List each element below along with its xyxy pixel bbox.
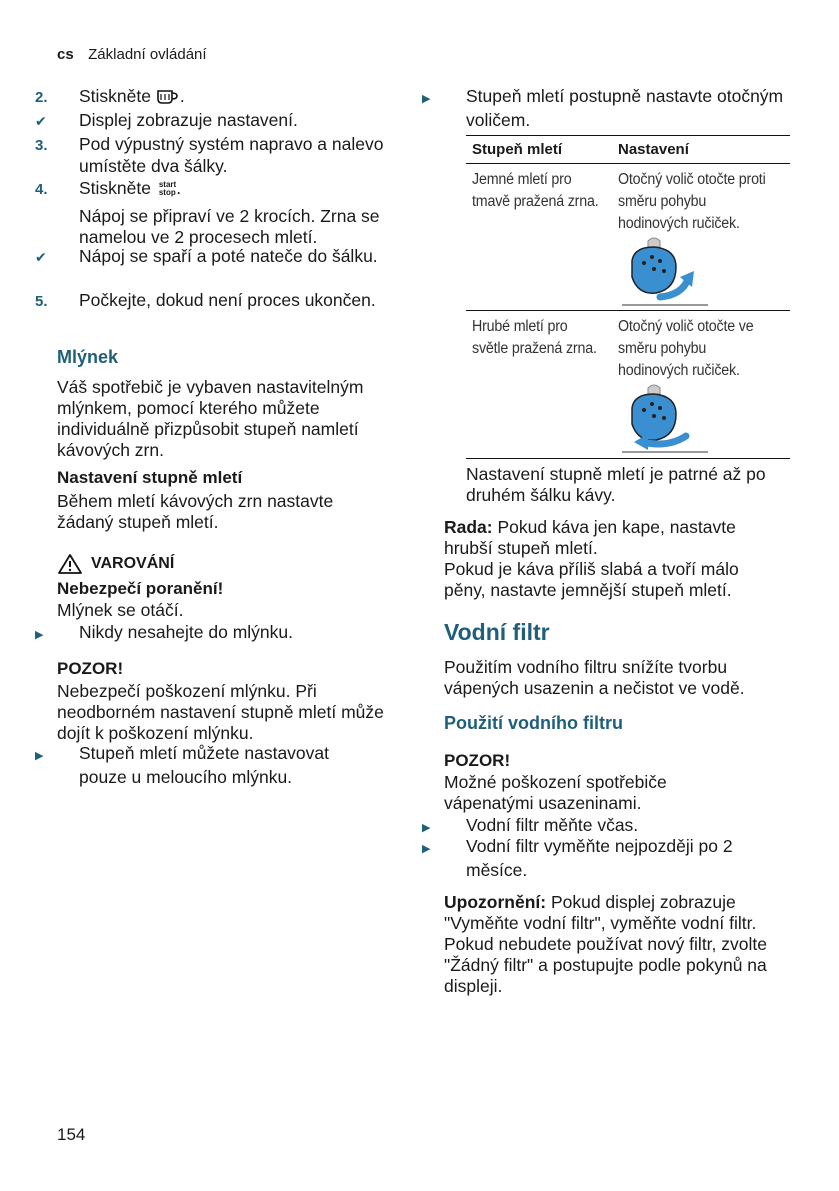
step-4-note: Nápoj se připraví ve 2 krocích. Zrna se namelou ve 2 procesech mletí. — [79, 206, 380, 247]
warning-icon — [57, 553, 83, 575]
warning-title: Nebezpečí poranění! — [57, 579, 224, 598]
bullet-icon: ▶ — [35, 750, 44, 762]
table-col-setting: Nastavení — [618, 141, 689, 158]
bullet-icon: ▶ — [422, 93, 431, 105]
rada-block: Rada: Pokud káva jen kape, nastavte hrubší stupeň mletí. Pokud je káva příliš slabá a tvoří málo pěny, nastavte jemnější stupeň mletí. — [444, 517, 739, 600]
warning-label: VAROVÁNÍ — [91, 555, 175, 572]
heading-mlynek: Mlýnek — [57, 347, 119, 367]
pozor-label: POZOR! — [57, 659, 124, 678]
pozor-bullet-2: ▶ Vodní filtr vyměňte nejpozději po 2 měsíce. — [422, 836, 733, 880]
page-header — [57, 46, 207, 64]
step-check-2: ✔ Nápoj se spaří a poté nateče do šálku. — [35, 246, 378, 266]
pozor-bullet-1: ▶ Vodní filtr měňte včas. — [444, 815, 794, 839]
step-3: 3. Pod výpustný systém napravo a nalevo umístěte dva šálky. — [35, 134, 384, 176]
language-code: cs — [57, 46, 74, 63]
pozor-bullet: ▶ Stupeň mletí můžete nastavovat pouze u meloucího mlýnku. — [35, 743, 329, 787]
pozor-text: Nebezpečí poškození mlýnku. Při neodborném nastavení stupně mletí může dojít k poškození mlýnku. — [57, 681, 384, 743]
pozor-text-right: Možné poškození spotřebiče vápenatými usazeninami. — [444, 772, 667, 813]
step-check-1: ✔ Displej zobrazuje nastavení. — [35, 110, 298, 130]
mlynek-text: Váš spotřebič je vybaven nastavitelným mlýnkem, pomocí kterého můžete individuálně přizpůsobit stupeň namletí kávových zrn. — [57, 377, 364, 460]
bullet-icon: ▶ — [35, 629, 44, 641]
heading-nastaveni: Nastavení stupně mletí — [57, 468, 243, 487]
dial-clockwise-icon — [620, 384, 710, 456]
warning-block — [57, 553, 174, 575]
intro-bullet: ▶ Stupeň mletí postupně nastavte otočným voličem. — [422, 86, 784, 130]
step-2: 2. Stiskněte . — [35, 86, 185, 106]
after-table-text: Nastavení stupně mletí je patrné až po druhém šálku kávy. — [466, 464, 766, 505]
heading-pouziti: Použití vodního filtru — [444, 713, 623, 733]
cup-icon — [156, 88, 180, 106]
grind-table — [466, 135, 790, 459]
pozor-label-right: POZOR! — [444, 751, 511, 770]
table-row: Jemné mletí pro tmavě pražená zrna. Otočný volič otočte proti směru pohybu hodinových ručiček. — [466, 164, 790, 311]
table-header — [466, 135, 790, 164]
page-number: 154 — [57, 1125, 86, 1144]
bullet-icon: ▶ — [422, 822, 431, 834]
step-5: 5. Počkejte, dokud není proces ukončen. — [35, 290, 376, 310]
dial-counterclockwise-icon — [620, 237, 710, 309]
bullet-icon: ▶ — [422, 843, 431, 855]
table-col-grind: Stupeň mletí — [472, 141, 563, 158]
upozorneni-block: Upozornění: Pokud displej zobrazuje "Vyměňte vodní filtr", vyměňte vodní filtr. Pokud nebudete používat nový filtr, zvolte "Žádný filtr" a postupujte podle pokynů na displeji. — [444, 892, 767, 996]
warning-bullet: ▶ Nikdy nesahejte do mlýnku. — [57, 622, 407, 646]
start-stop-icon: start stop — [158, 180, 177, 198]
heading-vodni-filtr: Vodní filtr — [444, 619, 550, 645]
vodni-text: Použitím vodního filtru snížíte tvorbu vápených usazenin a nečistot ve vodě. — [444, 657, 745, 698]
section-title: Základní ovládání — [88, 46, 207, 63]
step-4: 4. Stiskněte start stop . — [35, 178, 182, 198]
table-row: Hrubé mletí pro světle pražená zrna. Otočný volič otočte ve směru pohybu hodinových ručiček. — [466, 311, 790, 459]
nastaveni-text: Během mletí kávových zrn nastavte žádaný stupeň mletí. — [57, 491, 334, 532]
warning-text: Mlýnek se otáčí. — [57, 600, 184, 620]
